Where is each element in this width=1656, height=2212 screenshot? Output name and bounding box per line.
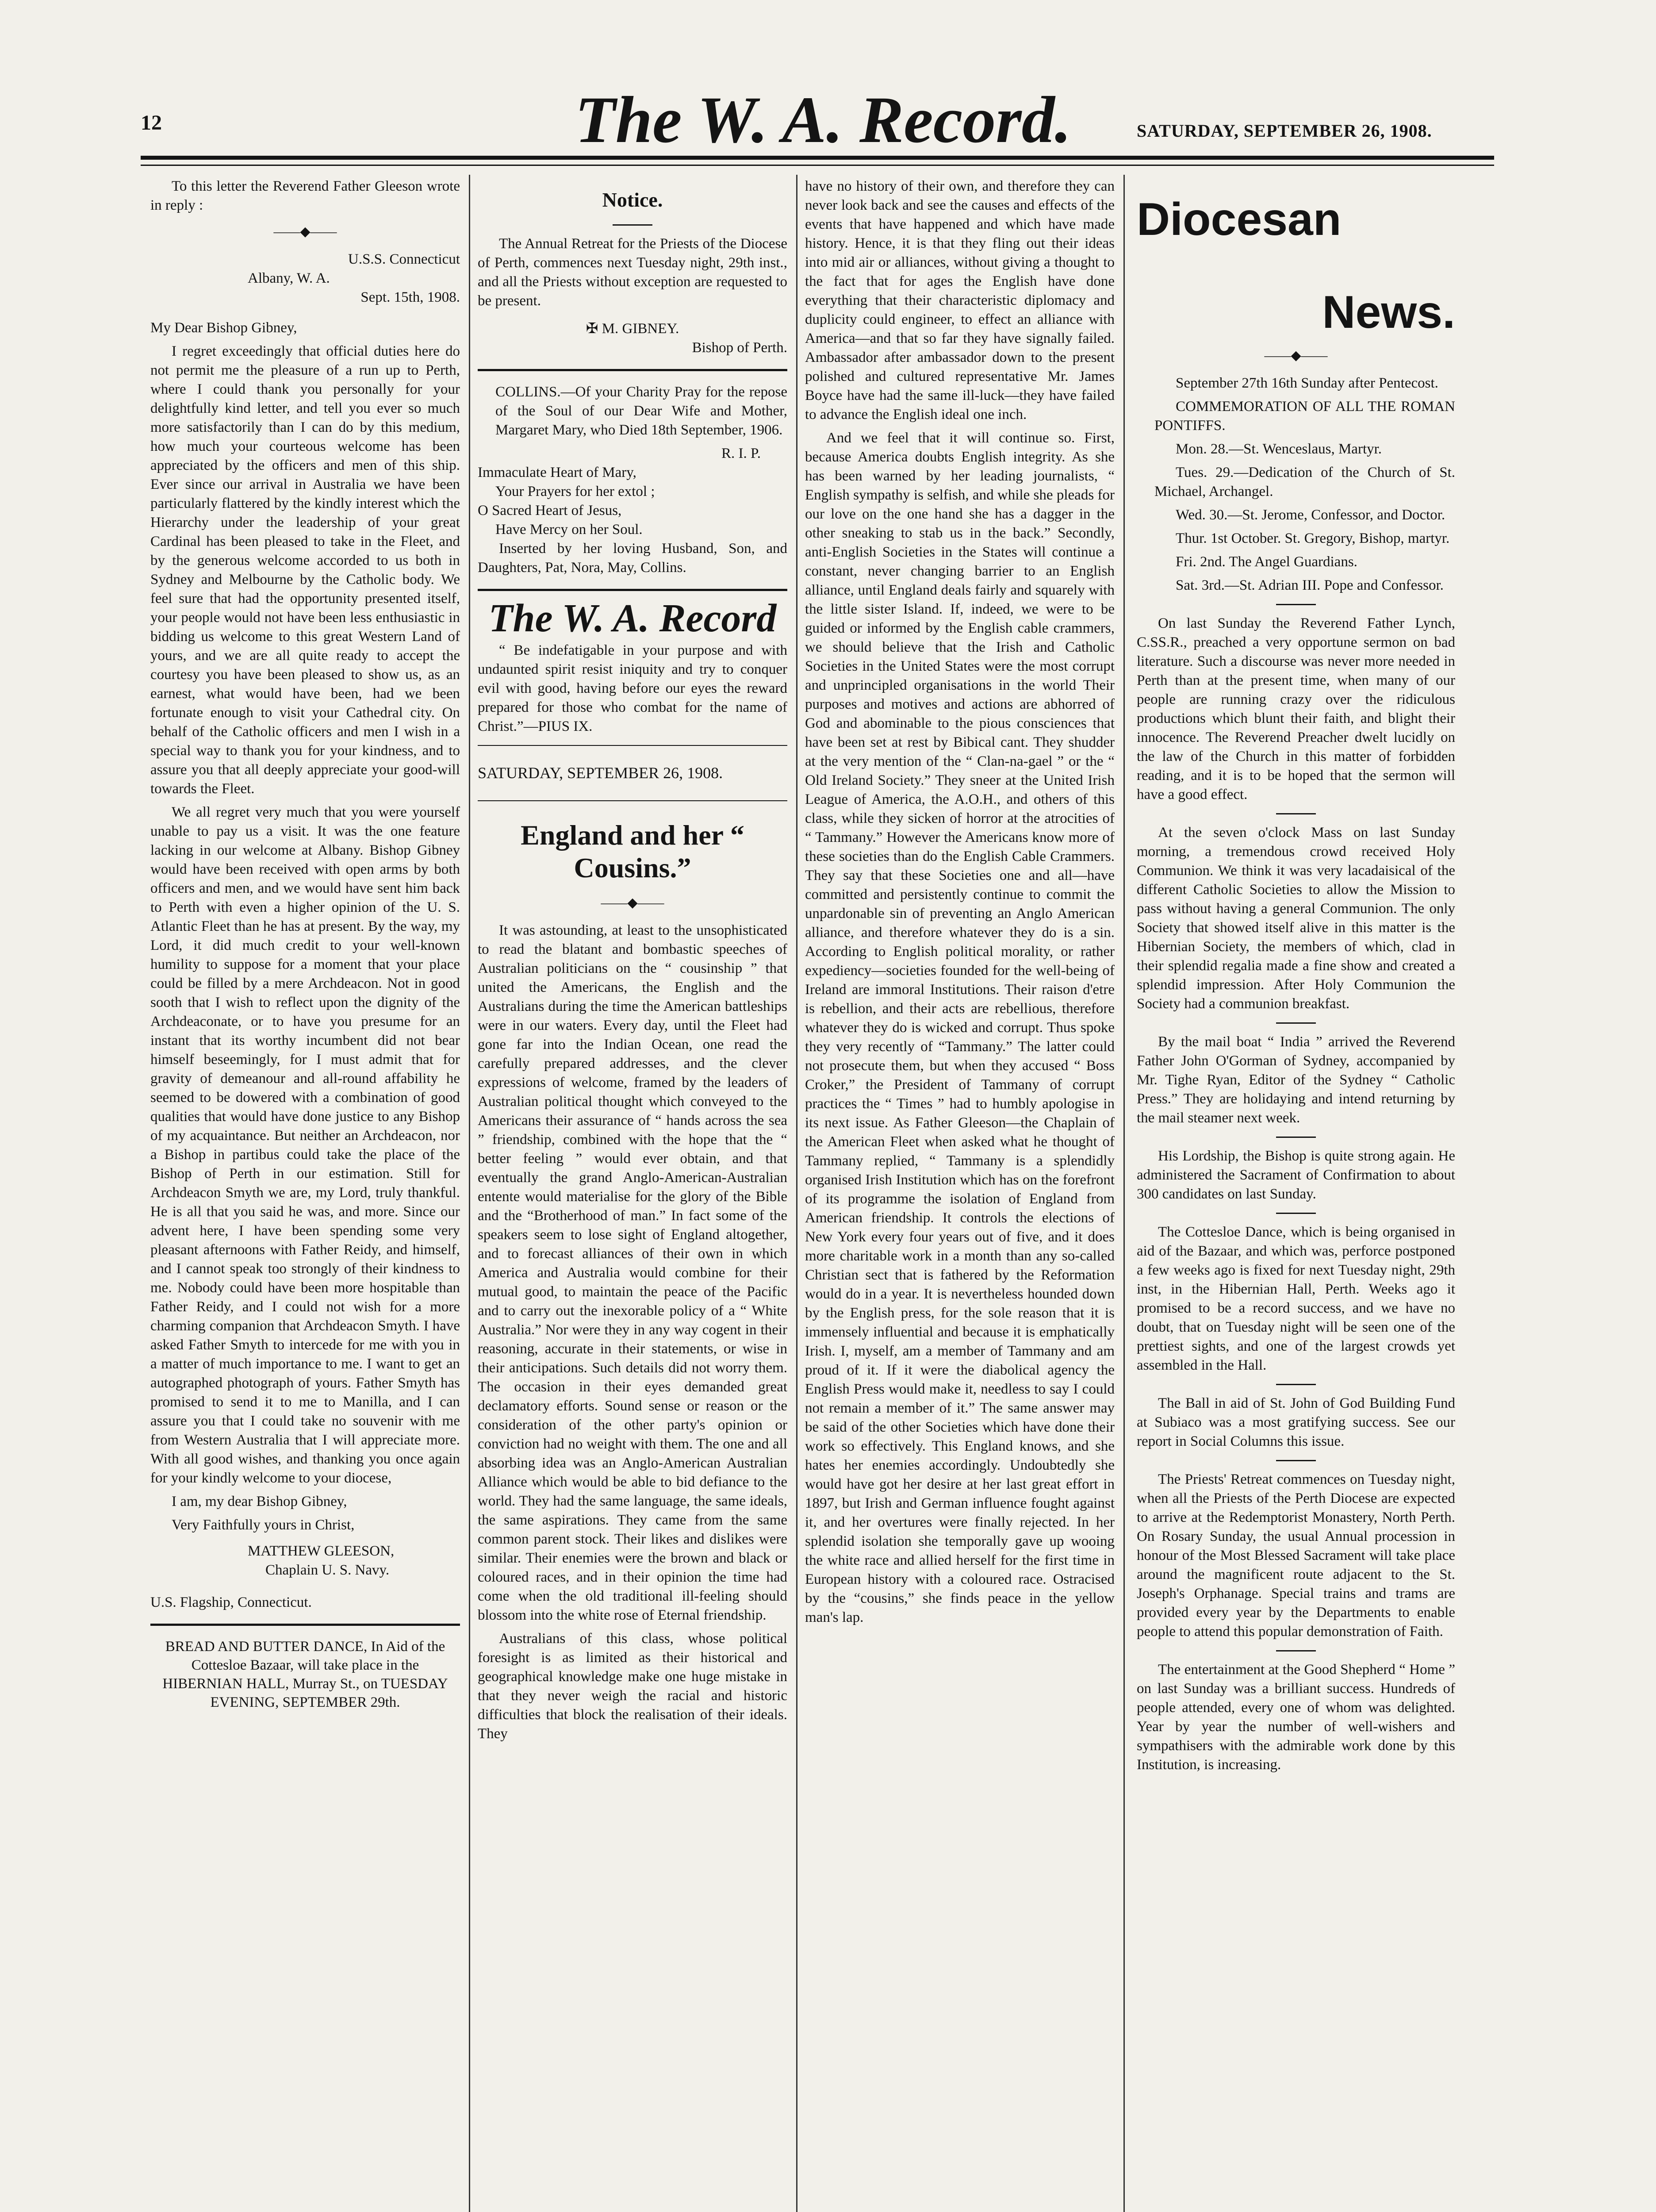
short-rule (1276, 1137, 1316, 1138)
calendar-entry: Sat. 3rd.—St. Adrian III. Pope and Confessor. (1176, 577, 1444, 593)
masthead-rule-thin (141, 165, 1494, 166)
short-rule (1276, 604, 1316, 605)
calendar-intro: September 27th 16th Sunday after Pentecost. (1176, 375, 1438, 391)
section-rule (150, 1624, 460, 1626)
calendar-entry: Mon. 28.—St. Wenceslaus, Martyr. (1176, 441, 1382, 457)
ornament: ——◆—— (601, 895, 664, 910)
section-rule (478, 745, 787, 746)
issue-date: SATURDAY, SEPTEMBER 26, 1908. (1137, 121, 1432, 141)
column-divider (796, 175, 797, 2212)
notice-signature-title: Bishop of Perth. (692, 340, 787, 356)
short-rule (613, 224, 652, 226)
section-rule (478, 369, 787, 371)
motto: “ Be indefatigable in your purpose and with undaunted spirit resist iniquity and try to conquer evil with good, having before our eyes the reward prepared for those who combat for the name of Christ.”—PIUS IX. (478, 642, 787, 734)
ornament: ——◆—— (1264, 348, 1328, 363)
short-rule (1276, 1213, 1316, 1214)
letter-signer: MATTHEW GLEESON, (248, 1543, 395, 1559)
masthead: The W. A. Record. (575, 83, 1072, 157)
short-rule (1276, 1384, 1316, 1385)
short-rule (1276, 1460, 1316, 1461)
editorial-date: SATURDAY, SEPTEMBER 26, 1908. (478, 764, 723, 782)
short-rule (1276, 1650, 1316, 1651)
news-item: The Cottesloe Dance, which is being organised in aid of the Bazaar, and which was, perforce postponed a few weeks ago is fixed for next Tuesday night, 29th inst, in the Hibernian Hall, Perth. Weeks ago it promised to be a record success, and we have no doubt, that on Tuesday night will be seen one of the prettiest sights, and one of the largest crowds yet assembled in the Hall. (1137, 1224, 1455, 1373)
letter-date: Sept. 15th, 1908. (360, 289, 460, 305)
letter-address-ship: U.S.S. Connecticut (348, 251, 460, 267)
column-1 (150, 177, 460, 1712)
prayer-line: Have Mercy on her Soul. (495, 522, 643, 538)
news-item: By the mail boat “ India ” arrived the Reverend Father John O'Gorman of Sydney, accompanied by Mr. Tighe Ryan, Editor of the Sydney “ Catholic Press.” They are holidaying and intend returning by the mail steamer next week. (1137, 1034, 1455, 1126)
notice-signature: ✠ M. GIBNEY. (586, 321, 679, 337)
prayer-line: O Sacred Heart of Jesus, (478, 503, 622, 518)
letter-closing: Very Faithfully yours in Christ, (172, 1517, 355, 1533)
page-number: 12 (141, 111, 162, 134)
column-divider (469, 175, 470, 2212)
article-paragraph: have no history of their own, and therefore they can never look back and see the causes and effects of the events that have happened and which have made history. Hence, it is that they fling out their ideas into mid air or alliances, without giving a thought to the fact that for ages the English have done everything that their characteristic diplomacy and duplicity could engineer, to effect an alliance with America—and that so far they have signally failed. Ambassador after ambassador down to the present polished and cultured representative Mr. James Boyce have had the same ill-luck—they have failed to advance the English ideal one inch. (805, 178, 1115, 422)
short-rule (1276, 1022, 1316, 1024)
calendar-entry: Tues. 29.—Dedication of the Church of St. Michael, Archangel. (1154, 465, 1455, 499)
news-item: On last Sunday the Reverend Father Lynch, C.SS.R., preached a very opportune sermon on bad literature. Such a discourse was never more needed in Perth than at the present time, when many of our people are running crazy over the ridiculous productions which blunt their faith, and blight their innocence. The Reverend Preacher dwelt lucidly on the law of the Church in this matter of forbidden reading, and it is to be hoped that the sermon will have a good effect. (1137, 615, 1455, 803)
letter-address-place: Albany, W. A. (248, 270, 330, 286)
letter-place: U.S. Flagship, Connecticut. (150, 1594, 312, 1610)
news-item: The entertainment at the Good Shepherd “ Home ” on last Sunday was a brilliant success. Hundreds of people attended, every one of whom was delighted. Year by year the number of well-wishers and sympathisers with the admirable work done by this Institution, is increasing. (1137, 1662, 1455, 1773)
news-item: At the seven o'clock Mass on last Sunday morning, a tremendous crowd received Holy Communion. We think it was very lacadaisical of the different Catholic Societies to allow the Mission to pass without having a general Communion. The only Society that showed itself alive in this matter is the Hibernian Society, the members of which, clad in their splendid regalia made a fine show and created a splendid impression. After Holy Communion the Society had a communion breakfast. (1137, 825, 1455, 1012)
calendar-commemoration: COMMEMORATION OF ALL THE ROMAN PONTIFFS. (1154, 399, 1455, 434)
record-logo: The W. A. Record (488, 596, 777, 640)
dance-notice: BREAD AND BUTTER DANCE, In Aid of the Cottesloe Bazaar, will take place in the HIBERNIAN HALL, Murray St., on TUESDAY EVENING, SEPTEMBER 29th. (162, 1639, 448, 1710)
news-item: The Ball in aid of St. John of God Building Fund at Subiaco was a most gratifying success. See our report in Social Columns this issue. (1137, 1395, 1455, 1449)
article-paragraph: It was astounding, at least to the unsophisticated to read the blatant and bombastic speeches of Australian politicians on the “ cousinship ” that united the Americans, the English and the Australians during the time the American battleships were in our waters. Every day, until the Fleet had gone far into the Indian Ocean, one read the carefully prepared addresses, and the clever expressions of welcome, framed by the leaders of Australian political thought which conveyed to the Americans their assurance of “ hands across the sea ” friendship, combined with the hope that the “ better feeling ” would ever obtain, and that eventually the grand Anglo-American-Australian entente would materialise for the glory of the Bible and the “Brotherhood of man.” In fact some of the speakers seem to lose sight of England altogether, and to forecast alliances of their own in which America and Australia would combine for their mutual good, to maintain the peace of the Pacific and to carry out the inexorable policy of a “ White Australia.” Nor were they in any way cogent in their reasoning, accurate in their statements, or wise in their anticipations. Such details did not worry them. The occasion in their eyes demanded great declamatory efforts. Sound sense or reason or the consideration of the other party's opinion or conviction had no weight with them. The one and all absorbing idea was an Anglo-American Australian Alliance which would be able to bid defiance to the world. They had the same language, the same ideals, the same aspirations. They came from the same common parent stock. Their likes and dislikes were similar. Their enemies were the brown and black or coloured races, and in their opinion the time had come when the old traditional ill-feeling should blossom into the white rose of Eternal friendship. (478, 922, 787, 1623)
obituary-rip: R. I. P. (721, 445, 761, 461)
news-item: The Priests' Retreat commences on Tuesday night, when all the Priests of the Perth Diocese are expected to arrive at the Redemptorist Monastery, North Perth. On Rosary Sunday, the usual Annual procession in honour of the Most Blessed Sacrament will take place around the magnificent route adjacent to the St. Joseph's Orphanage. Special trains and trams are provided every year by the Departments to enable people to attend this popular demonstration of Faith. (1137, 1471, 1455, 1640)
obituary-inserted: Inserted by her loving Husband, Son, and Daughters, Pat, Nora, May, Collins. (478, 541, 787, 576)
letter-salutation: My Dear Bishop Gibney, (150, 320, 297, 336)
letter-paragraph: I regret exceedingly that official duties here do not permit me the pleasure of a run up to Perth, where I could thank you personally for your delightfully kind letter, and tell you ever so much more satisfactorily than I can do by this medium, how much your courteous welcome has been appreciated by the officers and men of this ship. Ever since our arrival in Australia we have been particularly flattered by the kindly interest which the Hierarchy under the leadership of your great Cardinal has been pleased to take in the Fleet, and by the generous welcome accorded to us both in Sydney and Melbourne by the Catholic body. We feel sure that had the opportunity presented itself, your people would not have been less enthusiastic in bidding us welcome to this great Western Land of yours, and we are all quite ready to accept the courtesy you have been pleased to show us, as an earnest, what would have been, had we been fortunate enough to visit your Cathedral city. On behalf of the Catholic officers and men I wish in a special way to thank you for your kindness, and to assure you that all deeply appreciate your good-will towards the Fleet. (150, 343, 460, 797)
letter-closing: I am, my dear Bishop Gibney, (172, 1494, 347, 1509)
short-rule (1276, 813, 1316, 814)
calendar-entry: Thur. 1st October. St. Gregory, Bishop, martyr. (1176, 530, 1450, 546)
section-title-diocesan: Diocesan (1137, 194, 1342, 245)
ornament: ——◆—— (273, 224, 337, 239)
masthead-rule (141, 156, 1494, 160)
letter-signer-title: Chaplain U. S. Navy. (265, 1562, 390, 1578)
article-paragraph: And we feel that it will continue so. First, because America doubts English integrity. As she has been warned by her leading journalists, “ English sympathy is selfish, and while she pleads for our love on the one hand she has a dagger in the other sneaking to stab us in the back.” Secondly, anti-English Societies in the States will continue a constant, never changing barrier to an English alliance, until England deals fairly and squarely with the little sister Island. If, indeed, we were to be guided or informed by the English cable crammers, we should believe that the Irish and Catholic Societies in the United States were the most corrupt and unprincipled organisations in the world Their purposes and motives and actions are abhorred of God and abominable to the pious consciences that have been set at rest by Bibical cant. They shudder at the very mention of the “ Clan-na-gael ” or the “ Old Ireland Society.” They sneer at the United Irish League of America, the A.O.H., and others of this class, while they sicken of horror at the atrocities of “ Tammany.” However the Americans know more of these societies than do the English Cable Crammers. They say that these Societies one and all—have committed and persistently continue to commit the unpardonable sin of preventing an Anglo American alliance, and therefore whatever they do is a sin. According to English political morality, or rather expediency—societies founded for the well-being of Ireland are immoral Institutions. Their raison d'etre is rebellion, and their acts are rebellious, therefore whatever they do is wicked and corrupt. Thus spoke they very recently of “Tammany.” The latter could not prosecute them, but when they accused “ Boss Croker,” the President of Tammany of corrupt practices the “ Times ” had to humbly apologise in its next issue. As Father Gleeson—the Chaplain of the American Fleet when asked what he thought of Tammany replied, “ Tammany is a splendidly organised Irish Institution which has on the forefront of its programme the isolation of England from American friendship. It controls the elections of New York every four years out of five, and it does more charitable work in a month than any so-called Christian sect that is fathered by the Reformation would do in a year. It is nevertheless hounded down by the English press, for the sole reason that it is immensely influential and because it is emphatically Irish. I, myself, am a member of Tammany and am proud of it. If it were the diabolical agency the English Press would make it, needless to say I could not remain a member of it.” The same answer may be said of the other Societies which have done their work so effectively. This England knows, and she hates her enemies accordingly. Undoubtedly she would have got her desire at her last great effort in 1897, but Irish and German influence fought against it, and her overtures were finally rejected. In her splendid isolation she temporally gave up wooing the white race and allied herself for the first time in European history with a coloured race. Ostracised by the “cousins,” she finds peace in the yellow man's lap. (805, 430, 1115, 1625)
article-title: England and her “ Cousins.” (521, 819, 744, 883)
prayer-line: Your Prayers for her extol ; (495, 484, 655, 499)
section-title-news: News. (1322, 287, 1455, 338)
calendar-entry: Wed. 30.—St. Jerome, Confessor, and Doctor. (1176, 507, 1445, 523)
calendar-entry: Fri. 2nd. The Angel Guardians. (1176, 554, 1357, 570)
column-4 (1137, 177, 1455, 1779)
section-rule (478, 589, 787, 591)
notice-heading: Notice. (602, 188, 663, 211)
column-2 (478, 177, 787, 1748)
notice-body: The Annual Retreat for the Priests of the Diocese of Perth, commences next Tuesday night, 29th inst., and all the Priests without exception are requested to be present. (478, 236, 787, 309)
letter-paragraph: We all regret very much that you were yourself unable to pay us a visit. It was the one feature lacking in our welcome at Albany. Bishop Gibney would have been received with open arms by both officers and men, and we would have sent him back to Perth with even a higher opinion of the U. S. Atlantic Fleet than he has at present. By the way, my Lord, it did much credit to your well-known humility to suppose for a moment that your place could be filled by a mere Archdeacon. Not in good sooth that I wish to reflect upon the dignity of the Archdeaconate, or to have you presume for an instant that its worthy incumbent did not bear himself beseemingly, for I must admit that for gravity of demeanour and all-round affability he seemed to be dowered with a combination of good qualities that would have done justice to any Bishop of my acquaintance. But neither an Archdeacon, nor a Bishop in partibus could take the place of the Bishop of Perth in our estimation. Still for Archdeacon Smyth we are, my Lord, truly thankful. He is all that you said he was, and more. Since our advent here, I have been spending some very pleasant afternoons with Father Reidy, and himself, and I cannot speak too strongly of their kindness to me. Nobody could have been more hospitable than Father Reidy, and I could not wish for a more charming companion that Archdeacon Smyth. I have asked Father Smyth to intercede for me with you in a matter of much importance to me. I want to get an autographed photograph of yours. Father Smyth has promised to send it to me to Manilla, and I can assure you that I could take no souvenir with me from Western Australia that I will appreciate more. With all good wishes, and thanking you once again for your kindly welcome to your diocese, (150, 804, 460, 1486)
article-paragraph: Australians of this class, whose political foresight is as limited as their historical and geographical knowledge make one huge mistake in that they never weigh the racial and historic difficulties that block the realisation of their ideals. They (478, 1631, 787, 1742)
column-divider (1123, 175, 1125, 2212)
column-3 (805, 177, 1115, 1632)
prayer-line: Immaculate Heart of Mary, (478, 465, 636, 480)
letter-intro: To this letter the Reverend Father Gleeson wrote in reply : (150, 178, 460, 213)
section-rule (478, 800, 787, 801)
obituary-collins: COLLINS.—Of your Charity Pray for the repose of the Soul of our Dear Wife and Mother, Margaret Mary, who Died 18th September, 1906. (495, 384, 787, 438)
news-item: His Lordship, the Bishop is quite strong again. He administered the Sacrament of Confirmation to about 300 candidates on last Sunday. (1137, 1148, 1455, 1202)
